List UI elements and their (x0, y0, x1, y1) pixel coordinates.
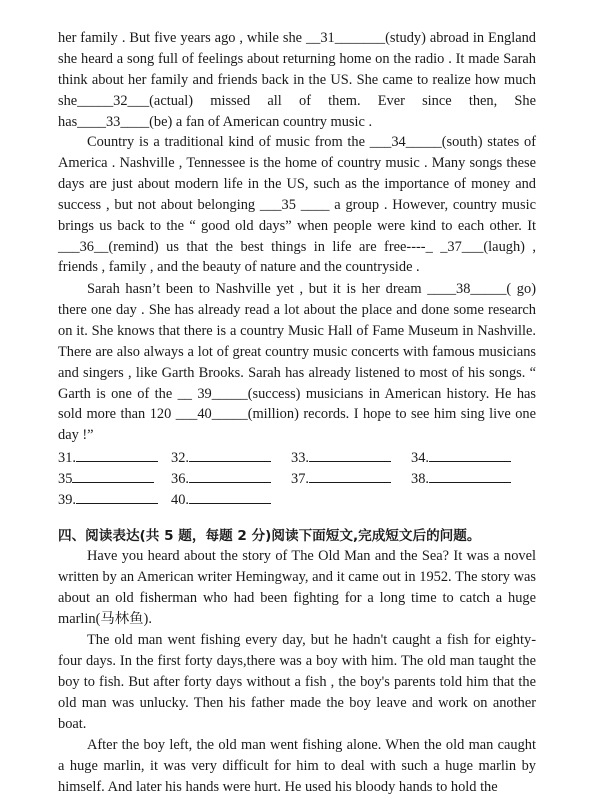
section-heading: 四、阅读表达(共 5 题，每题 2 分)阅读下面短文,完成短文后的问题。 (58, 528, 481, 544)
answer-blank-40[interactable]: 40. (171, 489, 291, 510)
answer-row (58, 489, 536, 510)
answer-row (58, 447, 536, 468)
passage-paragraph-3: Sarah hasn’t been to Nashville yet , but it is her dream ____38_____( go) there one day . She has already read a lot about the place and done some research on it. She knows that there is a country Music Hall of Fame Museum in Nashville. There are also always a lot of great country music concerts with famous musicians and singers , like Garth Brooks. Sarah has already listened to most of his songs. “ Garth is one of the __ 39_____(success) musicians in American history. He has sold more than 120 ___40_____(million) records. I hope to see him sing live one day !” (58, 281, 536, 444)
passage-paragraph-1: her family . But five years ago , while she __31_______(study) abroad in England she heard a song full of feelings about returning home on the radio . It made Sarah think about her family and friends back in the US. She came to realize how much she_____32___(actual) missed all of them. Ever since then, She has____33____(be) a fan of American country music . (58, 30, 536, 130)
answer-blank-39[interactable]: 39. (58, 489, 171, 510)
answer-row (58, 468, 536, 489)
answer-blank-36[interactable]: 36. (171, 468, 291, 489)
reading-paragraph-3: After the boy left, the old man went fishing alone. When the old man caught a huge marlin, it was very difficult for him to deal with such a huge marlin by himself. And later his hands were hurt. He used his bloody hands to hold the (58, 737, 536, 795)
answer-blank-35[interactable]: 35 (58, 468, 171, 489)
answer-blank-31[interactable]: 31. (58, 447, 171, 468)
reading-paragraph-1: Have you heard about the story of The Old Man and the Sea? It was a novel written by an American writer Hemingway, and it came out in 1952. The story was about an old fisherman who had been fighting for a long time to catch a huge marlin(马林鱼). (58, 548, 536, 627)
passage-paragraph-2: Country is a traditional kind of music from the ___34_____(south) states of America . Nashville , Tennessee is the home of country music . Many songs these days are just about modern life in the US, such as the importance of money and success , but not about belonging ___35 ____ a group . However, country music brings us back to the “ good old days” when people were kind to each other. It ___36__(remind) us that the best things in life are free----_ _37___(laugh) , friends , family , and the beauty of nature and the countryside . (58, 134, 536, 276)
answer-blank-32[interactable]: 32. (171, 447, 291, 468)
reading-paragraph-2: The old man went fishing every day, but he hadn't caught a fish for eighty-four days. In the first forty days,there was a boy with him. The old man taught the boy to fish. But after forty days without a fish , the boy's parents told him that the old man was unlucky. Then his father made the boy leave and work on another boat. (58, 632, 536, 732)
answer-blank-37[interactable]: 37. (291, 468, 411, 489)
answer-blank-38[interactable]: 38. (411, 468, 536, 489)
answer-blank-33[interactable]: 33. (291, 447, 411, 468)
answer-blank-34[interactable]: 34. (411, 447, 536, 468)
answer-blanks (58, 447, 536, 510)
